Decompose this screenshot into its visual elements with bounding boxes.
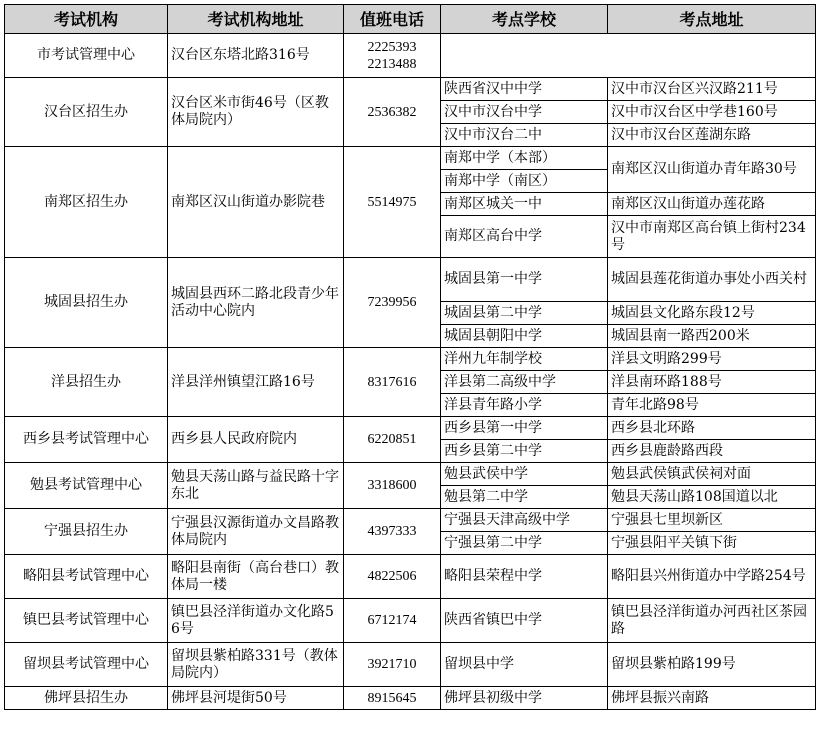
exam-school-address: 佛坪县振兴南路: [608, 687, 816, 710]
header-school-address: 考点地址: [608, 5, 816, 34]
phone-number: 5514975: [367, 194, 417, 210]
phone-number: 7239956: [367, 295, 417, 310]
exam-school-address: 城固县莲花街道办事处小西关村: [608, 258, 816, 302]
duty-phone: [344, 78, 441, 147]
phone-number: 8317616: [367, 374, 417, 390]
org-name: 洋县招生办: [5, 348, 168, 417]
exam-school: 宁强县天津高级中学: [441, 509, 608, 532]
table-row: [5, 463, 816, 486]
exam-school: 汉中市汉台二中: [441, 124, 608, 147]
org-address: 略阳县南街（高台巷口）教体局一楼: [168, 555, 344, 599]
exam-school-address: 汉中市汉台区莲湖东路: [608, 124, 816, 147]
exam-school: 留坝县中学: [441, 643, 608, 687]
header-org: 考试机构: [5, 5, 168, 34]
exam-school: 南郑中学（南区）: [441, 170, 608, 193]
duty-phone: [344, 258, 441, 348]
exam-school: 南郑中学（本部）: [441, 147, 608, 170]
duty-phone: [344, 348, 441, 417]
duty-phone: [344, 643, 441, 687]
org-name: 市考试管理中心: [5, 34, 168, 78]
phone-number: 4822506: [367, 569, 417, 584]
exam-school: 西乡县第一中学: [441, 417, 608, 440]
header-row: [5, 5, 816, 34]
exam-school: 洋县第二高级中学: [441, 371, 608, 394]
exam-school: 西乡县第二中学: [441, 440, 608, 463]
exam-school-address: 城固县南一路西200米: [608, 325, 816, 348]
phone-number: 8915645: [367, 690, 417, 706]
duty-phone: [344, 417, 441, 463]
org-address: 城固县西环二路北段青少年活动中心院内: [168, 258, 344, 348]
exam-school: 汉中市汉台中学: [441, 101, 608, 124]
exam-school-address: 宁强县七里坝新区: [608, 509, 816, 532]
header-phone: 值班电话: [344, 5, 441, 34]
exam-school: 佛坪县初级中学: [441, 687, 608, 710]
phone-number: 6220851: [367, 432, 417, 447]
exam-school-address: 宁强县阳平关镇下街: [608, 532, 816, 555]
exam-school-address: 勉县天荡山路108国道以北: [608, 486, 816, 509]
exam-school: 南郑区高台中学: [441, 216, 608, 258]
exam-school-address: 汉中市南郑区高台镇上街村234号: [608, 216, 816, 258]
exam-school: 洋州九年制学校: [441, 348, 608, 371]
exam-school: 南郑区城关一中: [441, 193, 608, 216]
org-address: 西乡县人民政府院内: [168, 417, 344, 463]
table-row: [5, 555, 816, 599]
exam-school: 城固县第二中学: [441, 302, 608, 325]
org-name: 佛坪县招生办: [5, 687, 168, 710]
org-address: 汉台区米市街46号（区教体局院内）: [168, 78, 344, 147]
duty-phone: [344, 599, 441, 643]
table-row: [5, 258, 816, 302]
org-name: 镇巴县考试管理中心: [5, 599, 168, 643]
header-org-address: 考试机构地址: [168, 5, 344, 34]
org-name: 略阳县考试管理中心: [5, 555, 168, 599]
phone-number: 3921710: [367, 657, 417, 672]
duty-phone: [344, 555, 441, 599]
exam-school-address: 西乡县鹿龄路西段: [608, 440, 816, 463]
exam-school: 陕西省镇巴中学: [441, 599, 608, 643]
exam-school-address: 洋县文明路299号: [608, 348, 816, 371]
duty-phone: [344, 147, 441, 258]
phone-number: 6712174: [367, 613, 417, 628]
exam-school: 勉县第二中学: [441, 486, 608, 509]
phone-number: 2225393: [367, 39, 417, 55]
phone-number: 4397333: [367, 524, 417, 539]
table-row: [5, 348, 816, 371]
duty-phone: [344, 34, 441, 78]
org-name: 南郑区招生办: [5, 147, 168, 258]
table-row: [5, 599, 816, 643]
exam-school-address: 洋县南环路188号: [608, 371, 816, 394]
org-name: 汉台区招生办: [5, 78, 168, 147]
org-address: 勉县天荡山路与益民路十字东北: [168, 463, 344, 509]
exam-school-address: 南郑区汉山街道办青年路30号: [608, 147, 816, 193]
exam-school-address: 汉中市汉台区中学巷160号: [608, 101, 816, 124]
phone-number: 2536382: [367, 104, 417, 120]
exam-school-address: 留坝县紫柏路199号: [608, 643, 816, 687]
exam-school: 宁强县第二中学: [441, 532, 608, 555]
exam-school-address: 勉县武侯镇武侯祠对面: [608, 463, 816, 486]
exam-site-table: [4, 4, 816, 710]
exam-school-address: 汉中市汉台区兴汉路211号: [608, 78, 816, 101]
org-address: 镇巴县泾洋街道办文化路56号: [168, 599, 344, 643]
table-row: [5, 417, 816, 440]
org-name: 勉县考试管理中心: [5, 463, 168, 509]
org-address: 佛坪县河堤街50号: [168, 687, 344, 710]
header-school: 考点学校: [441, 5, 608, 34]
exam-school-address: 南郑区汉山街道办莲花路: [608, 193, 816, 216]
table-row: [5, 509, 816, 532]
duty-phone: [344, 687, 441, 710]
exam-school: 陕西省汉中中学: [441, 78, 608, 101]
exam-school-address: 西乡县北环路: [608, 417, 816, 440]
exam-school-address: 城固县文化路东段12号: [608, 302, 816, 325]
exam-school: 略阳县荣程中学: [441, 555, 608, 599]
duty-phone: [344, 509, 441, 555]
org-address: 汉台区东塔北路316号: [168, 34, 344, 78]
exam-school: 洋县青年路小学: [441, 394, 608, 417]
table-row: [5, 643, 816, 687]
phone-number: 3318600: [367, 478, 417, 493]
org-address: 留坝县紫柏路331号（教体局院内）: [168, 643, 344, 687]
org-name: 城固县招生办: [5, 258, 168, 348]
exam-school-address: 略阳县兴州街道办中学路254号: [608, 555, 816, 599]
org-address: 宁强县汉源街道办文昌路教体局院内: [168, 509, 344, 555]
exam-school: 勉县武侯中学: [441, 463, 608, 486]
org-address: 洋县洋州镇望江路16号: [168, 348, 344, 417]
duty-phone: [344, 463, 441, 509]
table-body: [5, 34, 816, 710]
org-name: 西乡县考试管理中心: [5, 417, 168, 463]
phone-number: 2213488: [367, 56, 417, 72]
empty-site-cell: [441, 34, 816, 78]
exam-school: 城固县第一中学: [441, 258, 608, 302]
table-row: [5, 78, 816, 101]
table-row: [5, 34, 816, 78]
table-row: [5, 147, 816, 170]
table-row: [5, 687, 816, 710]
org-address: 南郑区汉山街道办影院巷: [168, 147, 344, 258]
exam-school-address: 青年北路98号: [608, 394, 816, 417]
exam-school: 城固县朝阳中学: [441, 325, 608, 348]
org-name: 宁强县招生办: [5, 509, 168, 555]
org-name: 留坝县考试管理中心: [5, 643, 168, 687]
exam-school-address: 镇巴县泾洋街道办河西社区茶园路: [608, 599, 816, 643]
